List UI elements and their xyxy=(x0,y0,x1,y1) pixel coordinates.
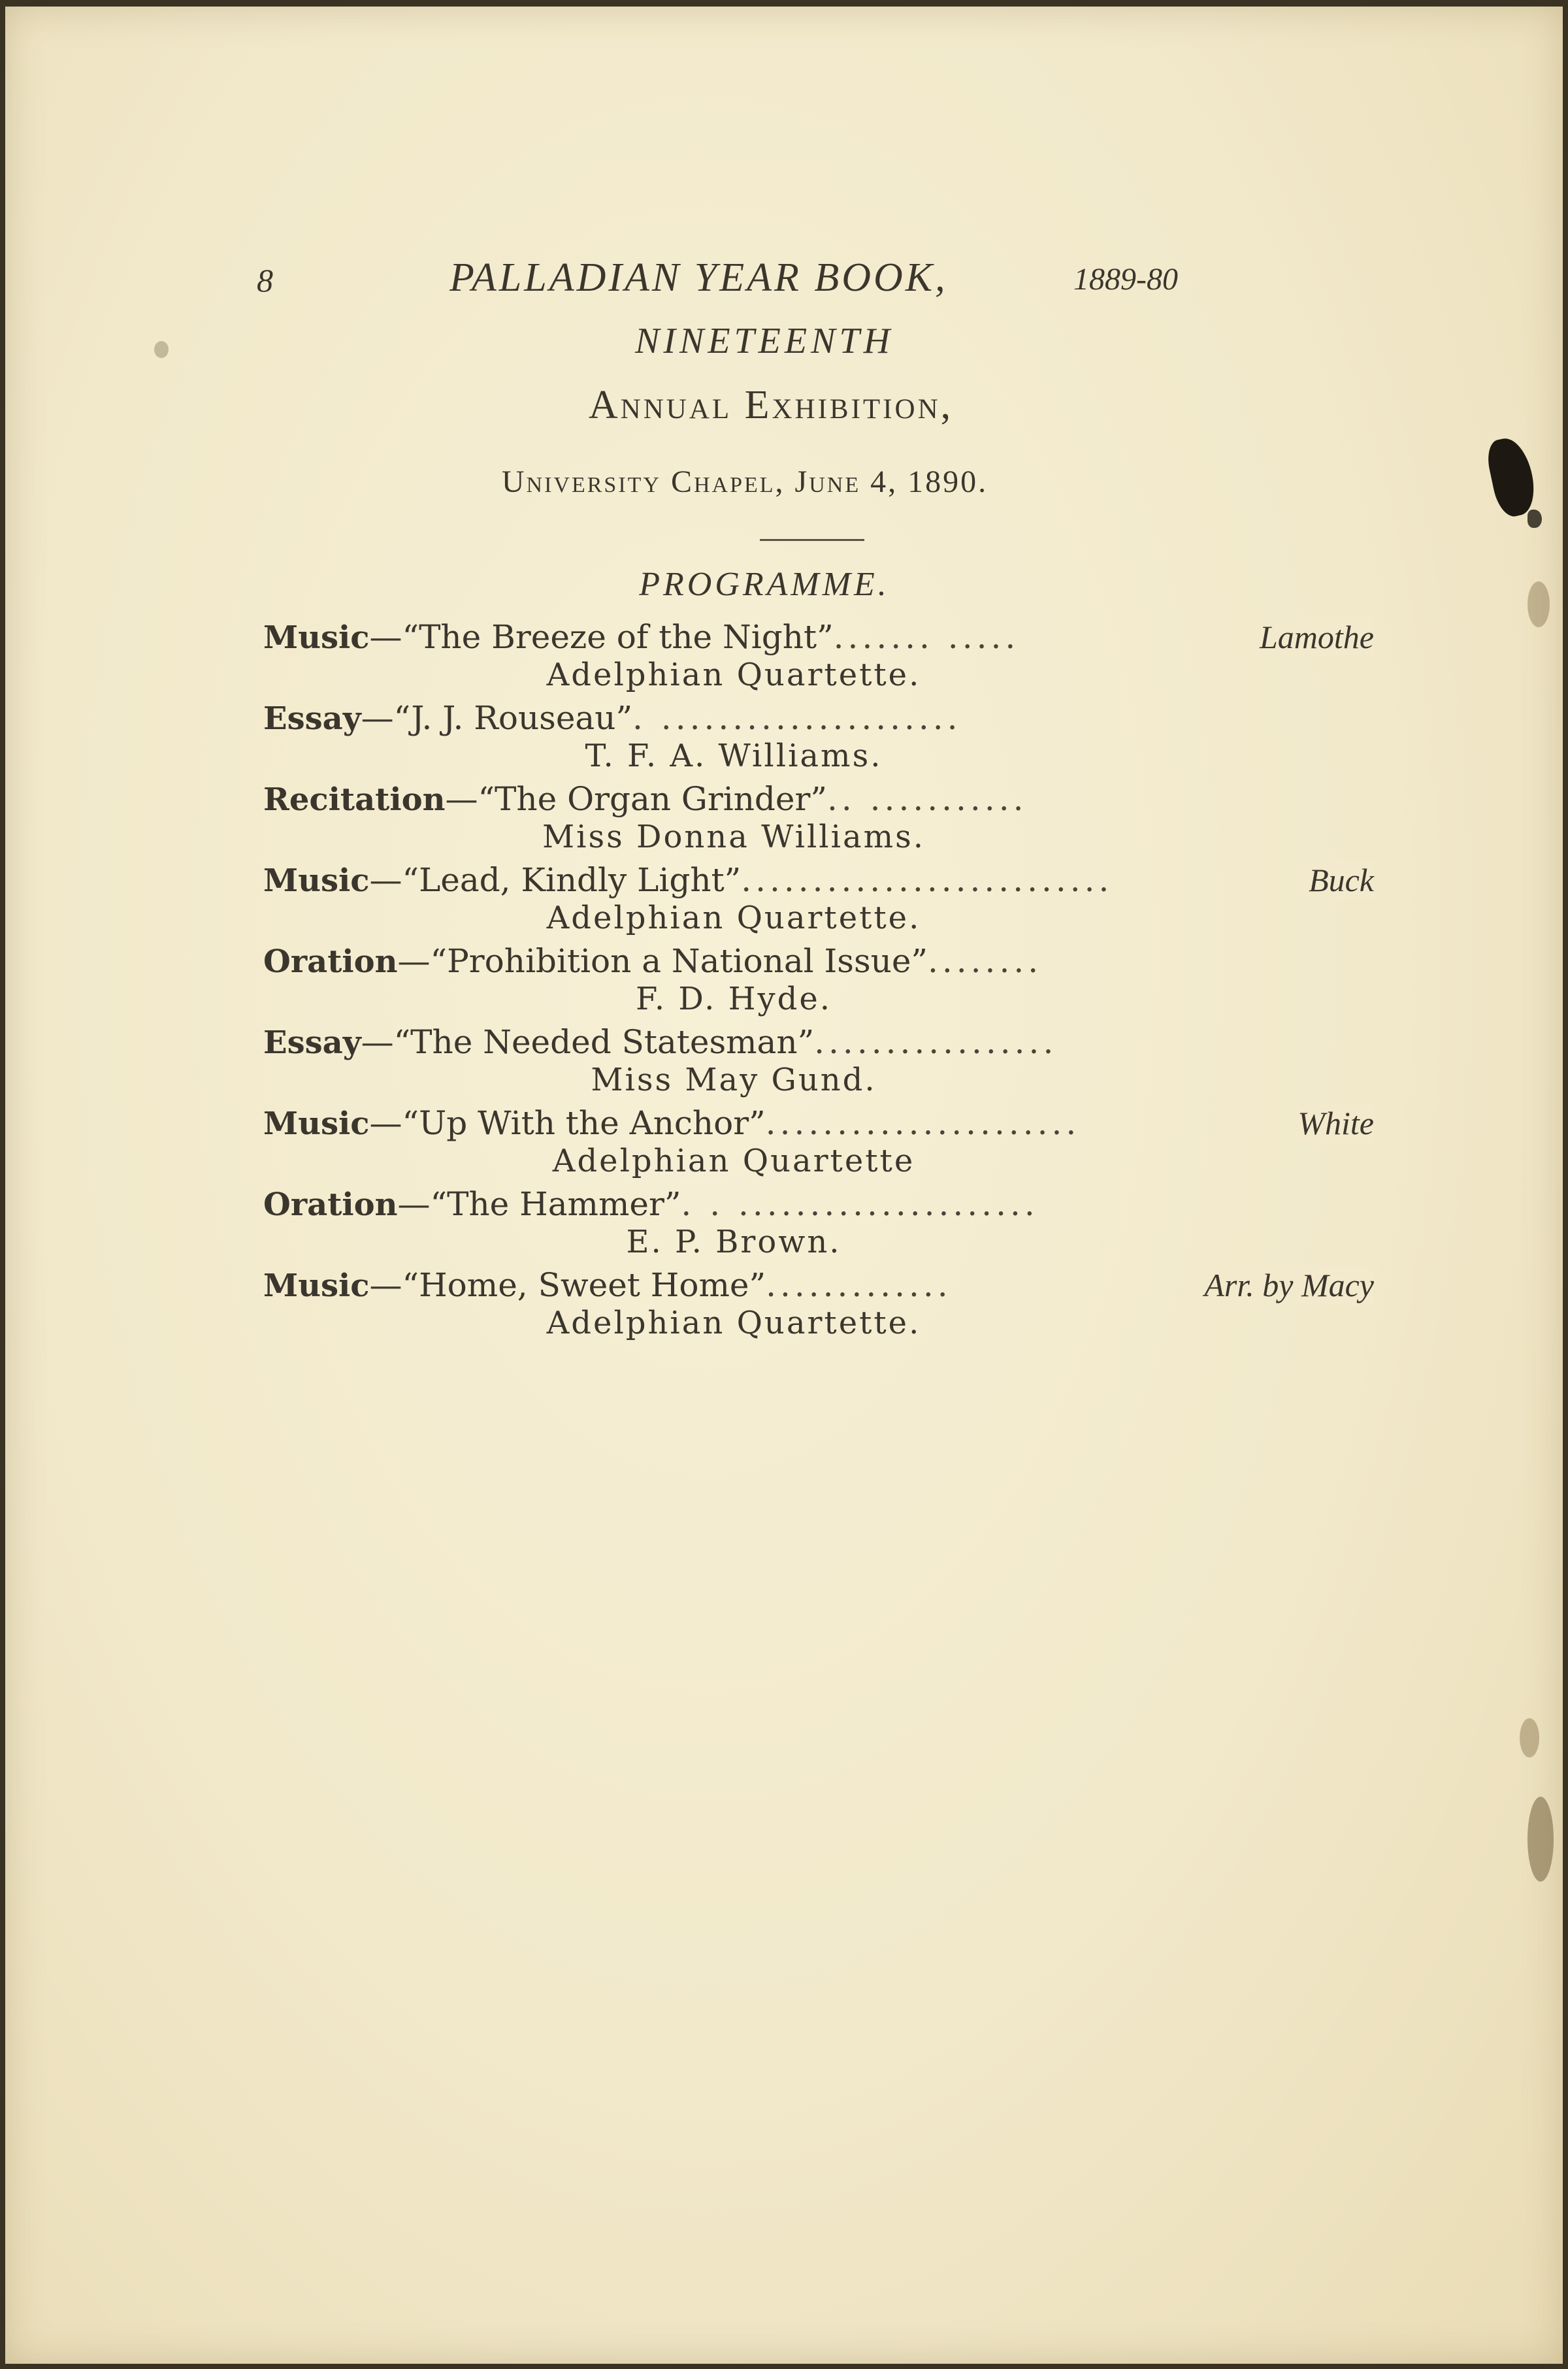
ink-stain xyxy=(1484,434,1540,519)
programme-item-line xyxy=(263,1184,1374,1224)
programme-item xyxy=(263,941,1374,1022)
programme-item-performer: Adelphian Quartette xyxy=(552,1143,915,1179)
programme-item-kind: Music xyxy=(263,1105,370,1142)
foxing-spot xyxy=(1520,1718,1539,1757)
book-page xyxy=(5,7,1563,2364)
foxing-spot xyxy=(154,341,169,358)
leader-dots: .. ........... xyxy=(826,780,1028,818)
em-dash: — xyxy=(445,780,478,818)
foxing-spot xyxy=(1527,581,1550,627)
programme-item-line xyxy=(263,617,1374,657)
em-dash: — xyxy=(397,1185,431,1223)
venue-line: University Chapel, June 4, 1890. xyxy=(501,465,988,499)
programme-item xyxy=(263,1022,1374,1103)
programme-item-line xyxy=(263,1103,1374,1143)
programme-item-composer: Arr. by Macy xyxy=(1191,1266,1374,1305)
event-title: Annual Exhibition, xyxy=(588,383,954,427)
leader-dots: ....... ..... xyxy=(833,618,1020,656)
foxing-spot xyxy=(1527,1797,1554,1882)
programme-item-kind: Essay xyxy=(263,1024,361,1061)
programme-item xyxy=(263,1184,1374,1266)
programme-item xyxy=(263,617,1374,698)
programme-item xyxy=(263,860,1374,941)
programme-item xyxy=(263,779,1374,860)
programme-item-performer: T. F. A. Williams. xyxy=(585,738,883,774)
programme-item-performer: Adelphian Quartette. xyxy=(546,900,921,936)
programme-item xyxy=(263,1266,1374,1347)
em-dash: — xyxy=(361,699,394,737)
programme-item-performer: Miss Donna Williams. xyxy=(542,819,926,855)
programme-item-line xyxy=(263,860,1374,900)
leader-dots: ................. xyxy=(814,1023,1058,1061)
em-dash: — xyxy=(369,1266,402,1304)
leader-dots: . ..................... xyxy=(632,699,962,737)
em-dash: — xyxy=(369,618,402,656)
page-number: 8 xyxy=(257,262,273,299)
programme-item-title: “The Organ Grinder” xyxy=(478,780,827,818)
programme-heading: PROGRAMME. xyxy=(639,566,890,603)
programme-item-title: “Lead, Kindly Light” xyxy=(402,861,742,899)
programme-item-kind: Recitation xyxy=(263,781,446,818)
leader-dots: ............. xyxy=(766,1266,952,1304)
programme-item-performer: Miss May Gund. xyxy=(591,1062,877,1098)
programme-item-performer: F. D. Hyde. xyxy=(636,981,832,1017)
leader-dots: .......................... xyxy=(741,861,1113,899)
programme-item-kind: Essay xyxy=(263,700,361,737)
programme-item-line xyxy=(263,1022,1374,1062)
programme-item-performer: Adelphian Quartette. xyxy=(546,1305,921,1341)
ink-stain-small xyxy=(1527,510,1542,528)
programme-item-kind: Music xyxy=(263,619,370,656)
em-dash: — xyxy=(369,1104,402,1142)
programme-item-kind: Oration xyxy=(263,1186,398,1223)
programme-list xyxy=(263,617,1374,1347)
leader-dots: ...................... xyxy=(765,1104,1081,1142)
programme-item xyxy=(263,698,1374,779)
em-dash: — xyxy=(369,861,402,899)
programme-item-composer: Lamothe xyxy=(1247,617,1374,657)
ordinal-heading: NINETEENTH xyxy=(634,321,894,361)
programme-item-title: “Prohibition a National Issue” xyxy=(430,942,928,980)
running-header xyxy=(257,255,1184,307)
programme-item-title: “The Needed Statesman” xyxy=(393,1023,815,1061)
programme-item-line xyxy=(263,698,1374,738)
programme-item xyxy=(263,1103,1374,1184)
leader-dots: ........ xyxy=(927,942,1043,980)
leader-dots: . . ..................... xyxy=(681,1185,1039,1223)
programme-item-kind: Oration xyxy=(263,943,398,980)
programme-item-composer: Buck xyxy=(1296,860,1374,900)
em-dash: — xyxy=(361,1023,394,1061)
programme-item-title: “Home, Sweet Home” xyxy=(402,1266,766,1304)
programme-item-performer: E. P. Brown. xyxy=(626,1224,841,1260)
programme-item-title: “The Breeze of the Night” xyxy=(402,618,834,656)
programme-item-line xyxy=(263,779,1374,819)
running-year: 1889-80 xyxy=(1073,262,1178,297)
programme-item-line xyxy=(263,941,1374,981)
programme-item-title: “The Hammer” xyxy=(430,1185,681,1223)
running-title: PALLADIAN YEAR BOOK, xyxy=(449,255,948,300)
em-dash: — xyxy=(397,942,431,980)
divider-rule xyxy=(760,539,864,541)
programme-item-title: “J. J. Rouseau” xyxy=(393,699,633,737)
programme-item-title: “Up With the Anchor” xyxy=(402,1104,766,1142)
programme-item-performer: Adelphian Quartette. xyxy=(546,657,921,693)
programme-item-kind: Music xyxy=(263,1267,370,1304)
programme-item-kind: Music xyxy=(263,862,370,899)
programme-item-composer: White xyxy=(1284,1103,1374,1143)
